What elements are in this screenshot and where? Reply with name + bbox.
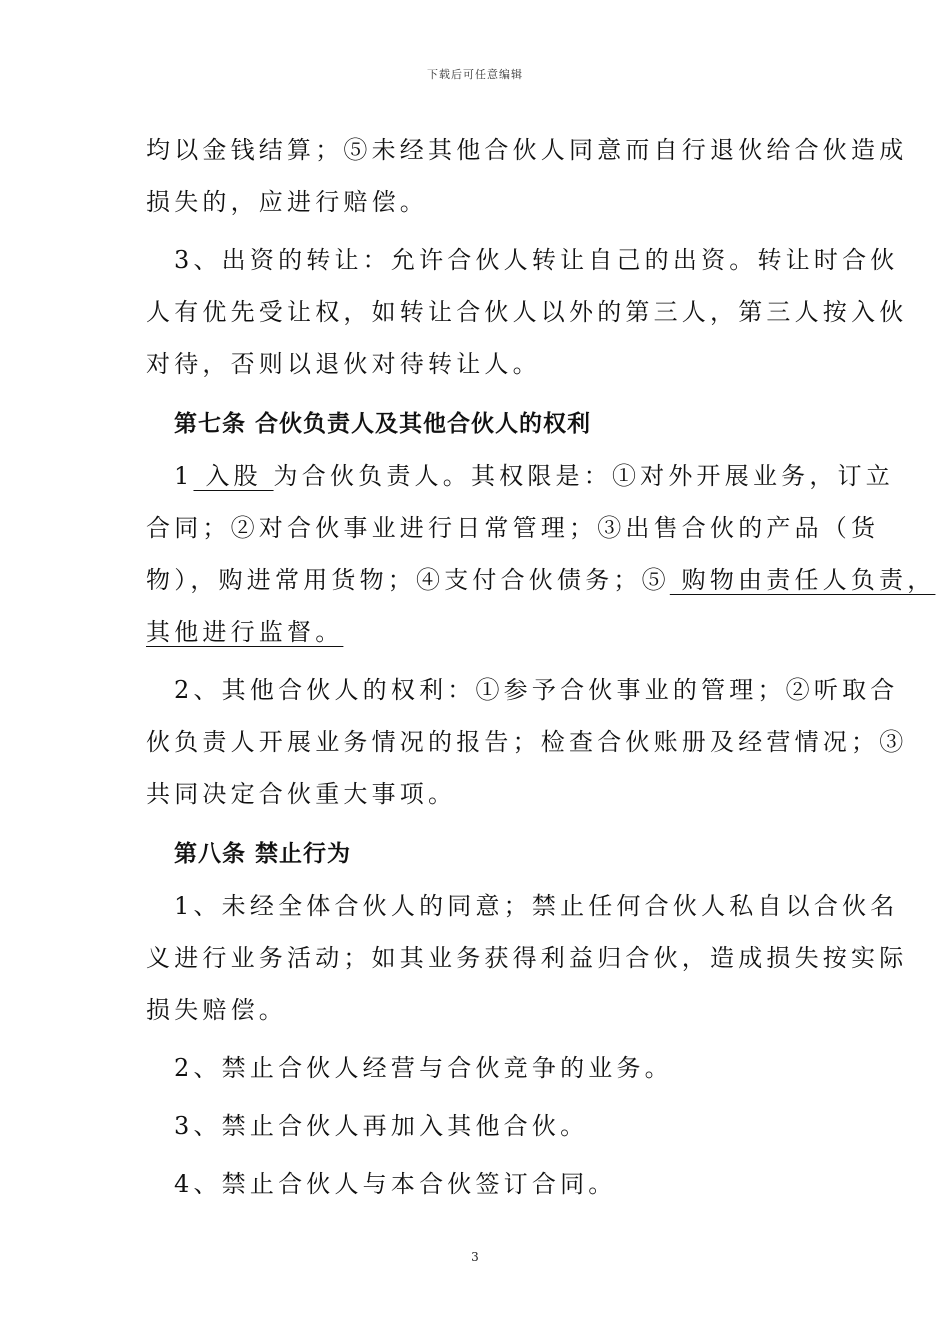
paragraph-line — [146, 554, 936, 606]
paragraph-line: 合同；②对合伙事业进行日常管理；③出售合伙的产品（货 — [146, 514, 880, 542]
paragraph-line: 1、未经全体合伙人的同意；禁止任何合伙人私自以合伙名 — [174, 892, 899, 920]
paragraph-line: 损失的，应进行赔偿。 — [146, 188, 428, 216]
line-text: 为合伙负责人。其权限是：①对外开展业务，订立 — [273, 462, 894, 490]
underlined-fill: 其他进行监督。 — [146, 618, 344, 646]
underlined-fill: 入股 — [193, 462, 274, 490]
paragraph-line: 2、其他合伙人的权利：①参予合伙事业的管理；②听取合 — [174, 676, 899, 704]
paragraph-line: 4、禁止合伙人与本合伙签订合同。 — [174, 1170, 617, 1198]
underlined-fill: 购物由责任人负责， — [669, 566, 936, 594]
paragraph-line: 损失赔偿。 — [146, 996, 287, 1024]
document-body — [146, 124, 936, 1210]
paragraph-line — [146, 450, 894, 502]
line-text: 物），购进常用货物；④支付合伙债务；⑤ — [146, 566, 670, 594]
paragraph-line: 3、出资的转让：允许合伙人转让自己的出资。转让时合伙 — [174, 246, 899, 274]
item-number: 1 — [174, 462, 194, 490]
section-heading-7: 第七条 合伙负责人及其他合伙人的权利 — [174, 411, 592, 437]
paragraph-line: 人有优先受让权，如转让合伙人以外的第三人，第三人按入伙 — [146, 298, 908, 326]
section-heading-8: 第八条 禁止行为 — [174, 841, 352, 867]
paragraph-line: 共同决定合伙重大事项。 — [146, 780, 457, 808]
paragraph-line: 义进行业务活动；如其业务获得利益归合伙，造成损失按实际 — [146, 944, 908, 972]
paragraph-line: 2、禁止合伙人经营与合伙竞争的业务。 — [174, 1054, 673, 1082]
paragraph-line: 均以金钱结算；⑤未经其他合伙人同意而自行退伙给合伙造成 — [146, 136, 908, 164]
paragraph-line: 对待，否则以退伙对待转让人。 — [146, 350, 541, 378]
page-header: 下载后可任意编辑 — [427, 68, 523, 81]
paragraph-line: 3、禁止合伙人再加入其他合伙。 — [174, 1112, 589, 1140]
paragraph-line — [146, 606, 846, 658]
paragraph-line: 伙负责人开展业务情况的报告；检查合伙账册及经营情况；③ — [146, 728, 908, 756]
page-number: 3 — [471, 1250, 479, 1264]
